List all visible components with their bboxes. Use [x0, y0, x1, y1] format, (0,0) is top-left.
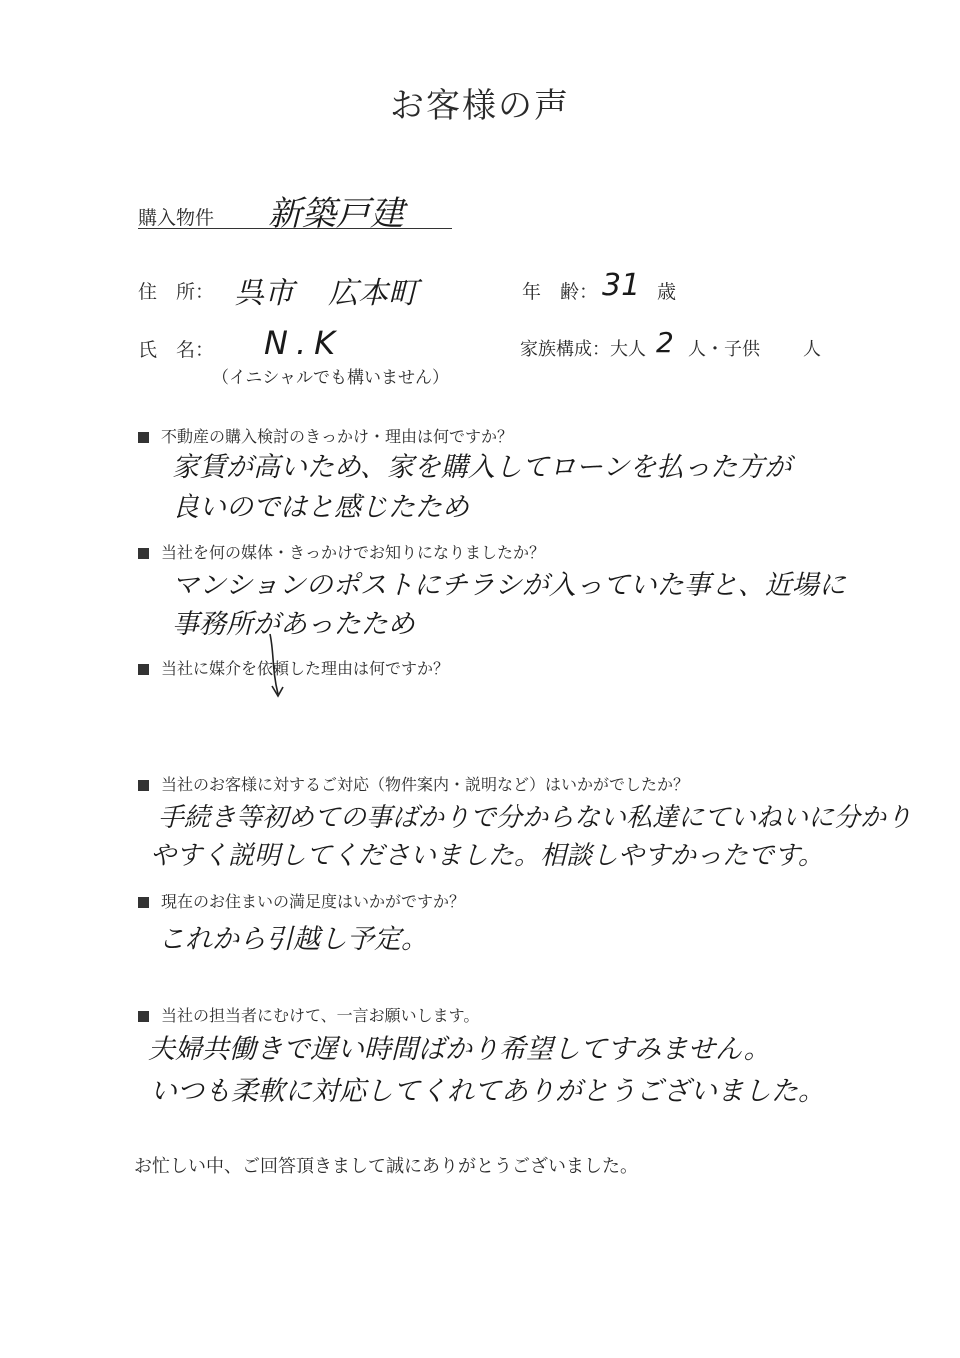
answer-2-line-1: マンションのポストにチラシが入っていた事と、近場に: [172, 570, 846, 601]
name-note: （イニシャルでも構いません）: [212, 368, 449, 388]
bullet-square-icon: [138, 1011, 149, 1022]
answer-2-line-2: 事務所があったため: [172, 609, 415, 640]
question-4: 当社のお客様に対するご対応（物件案内・説明など）はいかがでしたか？: [138, 772, 689, 795]
answer-4-line-1: 手続き等初めての事ばかりで分からない私達にていねいに分かり: [158, 803, 913, 833]
closing-text: お忙しい中、ご回答頂きまして誠にありがとうございました。: [134, 1156, 638, 1177]
answer-6-line-1: 夫婦共働きで遅い時間ばかり希望してすみません。: [148, 1034, 771, 1065]
question-5: 現在のお住まいの満足度はいかがですか？: [138, 889, 465, 912]
property-value: 新築戸建: [268, 194, 404, 234]
bullet-square-icon: [138, 897, 149, 908]
page-title: お客様の声: [390, 86, 570, 126]
family-children-unit: 人: [803, 339, 821, 360]
answer-6-line-2: いつも柔軟に対応してくれてありがとうございました。: [150, 1076, 825, 1107]
answer-1-line-2: 良いのではと感じたため: [172, 492, 469, 523]
bullet-square-icon: [138, 548, 149, 559]
answer-5-line-1: これから引越し予定。: [158, 924, 428, 955]
hand-drawn-arrow-icon: [262, 632, 292, 700]
answer-1-line-1: 家賃が高いため、家を購入してローンを払った方が: [172, 452, 792, 483]
age-value: 31: [602, 268, 641, 303]
address-town: 広本町: [328, 276, 418, 311]
bullet-square-icon: [138, 664, 149, 675]
question-6: 当社の担当者にむけて、一言お願いします。: [138, 1003, 479, 1026]
age-unit: 歳: [657, 281, 677, 303]
question-3: 当社に媒介を依頼した理由は何ですか？: [138, 656, 449, 679]
family-adults-unit: 人・子供: [688, 339, 760, 360]
name-label: 氏 名：: [138, 339, 215, 361]
address-city: 呉市: [234, 276, 294, 311]
bullet-square-icon: [138, 780, 149, 791]
bullet-square-icon: [138, 432, 149, 443]
name-value: N.K: [264, 324, 344, 362]
question-1: 不動産の購入検討のきっかけ・理由は何ですか？: [138, 424, 513, 447]
answer-4-line-2: やすく説明してくださいました。相談しやすかったです。: [150, 841, 824, 871]
question-2: 当社を何の媒体・きっかけでお知りになりましたか？: [138, 540, 545, 563]
family-label: 家族構成：大人: [520, 339, 646, 360]
address-label: 住 所：: [138, 281, 215, 303]
age-label: 年 齢：: [522, 281, 599, 303]
property-label: 購入物件: [138, 207, 215, 229]
family-adults: 2: [656, 326, 674, 359]
property-underline: [138, 228, 452, 229]
